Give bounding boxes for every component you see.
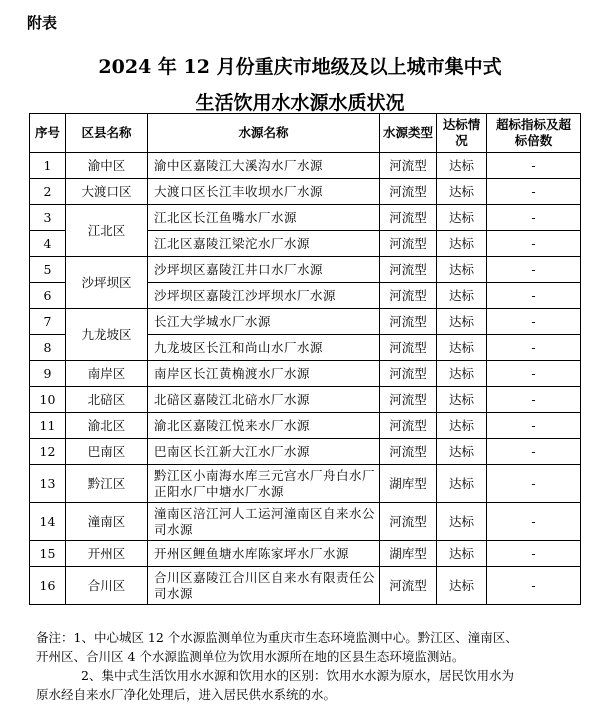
cell-source: 黔江区小南海水库三元宫水厂舟白水厂正阳水厂中塘水厂水源 — [148, 465, 380, 503]
cell-no: 13 — [30, 465, 66, 503]
cell-exceed: - — [487, 503, 581, 541]
table-row — [30, 413, 581, 439]
cell-source: 开州区鲤鱼塘水库陈家坪水厂水源 — [148, 541, 380, 567]
water-quality-table — [29, 113, 581, 605]
cell-district: 渝北区 — [66, 413, 148, 439]
cell-type: 河流型 — [380, 387, 437, 413]
table-row — [30, 179, 581, 205]
table-row — [30, 439, 581, 465]
cell-source: 长江大学城水厂水源 — [148, 309, 380, 335]
cell-exceed: - — [487, 205, 581, 231]
cell-exceed: - — [487, 361, 581, 387]
header-exceed: 超标指标及超标倍数 — [487, 114, 581, 153]
cell-source: 合川区嘉陵江合川区自来水有限责任公司水源 — [148, 567, 380, 605]
cell-source: 北碚区嘉陵江北碚水厂水源 — [148, 387, 380, 413]
cell-type: 河流型 — [380, 309, 437, 335]
cell-district: 黔江区 — [66, 465, 148, 503]
cell-exceed: - — [487, 309, 581, 335]
table-row — [30, 465, 581, 503]
header-source: 水源名称 — [148, 114, 380, 153]
cell-status: 达标 — [437, 541, 487, 567]
table-row — [30, 257, 581, 283]
cell-type: 河流型 — [380, 179, 437, 205]
cell-status: 达标 — [437, 283, 487, 309]
cell-type: 湖库型 — [380, 465, 437, 503]
cell-status: 达标 — [437, 309, 487, 335]
cell-exceed: - — [487, 179, 581, 205]
cell-source: 江北区嘉陵江梁沱水厂水源 — [148, 231, 380, 257]
cell-district: 江北区 — [66, 205, 148, 257]
footnotes — [36, 628, 584, 704]
cell-source: 渝北区嘉陵江悦来水厂水源 — [148, 413, 380, 439]
cell-status: 达标 — [437, 205, 487, 231]
cell-no: 1 — [30, 153, 66, 179]
cell-type: 湖库型 — [380, 541, 437, 567]
cell-type: 河流型 — [380, 503, 437, 541]
appendix-label: 附表 — [27, 14, 58, 32]
cell-district: 合川区 — [66, 567, 148, 605]
cell-district: 南岸区 — [66, 361, 148, 387]
header-type: 水源类型 — [380, 114, 437, 153]
cell-no: 14 — [30, 503, 66, 541]
cell-status: 达标 — [437, 567, 487, 605]
cell-type: 河流型 — [380, 205, 437, 231]
cell-district: 沙坪坝区 — [66, 257, 148, 309]
cell-exceed: - — [487, 439, 581, 465]
cell-exceed: - — [487, 465, 581, 503]
cell-status: 达标 — [437, 439, 487, 465]
header-district: 区县名称 — [66, 114, 148, 153]
cell-exceed: - — [487, 335, 581, 361]
header-no: 序号 — [30, 114, 66, 153]
cell-no: 7 — [30, 309, 66, 335]
cell-type: 河流型 — [380, 413, 437, 439]
cell-exceed: - — [487, 153, 581, 179]
page-title-line2: 生活饮用水水源水质状况 — [195, 92, 405, 114]
cell-status: 达标 — [437, 179, 487, 205]
cell-type: 河流型 — [380, 567, 437, 605]
cell-source: 大渡口区长江丰收坝水厂水源 — [148, 179, 380, 205]
note-1-line-2: 开州区、合川区 4 个水源监测单位为饮用水源所在地的区县生态环境监测站。 — [36, 649, 465, 664]
cell-source: 沙坪坝区嘉陵江沙坪坝水厂水源 — [148, 283, 380, 309]
table-row — [30, 541, 581, 567]
table-row — [30, 153, 581, 179]
table-row — [30, 387, 581, 413]
cell-exceed: - — [487, 231, 581, 257]
cell-district: 渝中区 — [66, 153, 148, 179]
cell-no: 12 — [30, 439, 66, 465]
note-2-line-1: 2、集中式生活饮用水水源和饮用水的区别：饮用水水源为原水，居民饮用水为 — [81, 668, 514, 683]
cell-exceed: - — [487, 283, 581, 309]
cell-no: 15 — [30, 541, 66, 567]
cell-status: 达标 — [437, 503, 487, 541]
cell-type: 河流型 — [380, 257, 437, 283]
cell-no: 10 — [30, 387, 66, 413]
header-status: 达标情况 — [437, 114, 487, 153]
cell-exceed: - — [487, 541, 581, 567]
cell-source: 九龙坡区长江和尚山水厂水源 — [148, 335, 380, 361]
table-row — [30, 567, 581, 605]
cell-source: 南岸区长江黄桷渡水厂水源 — [148, 361, 380, 387]
table-row — [30, 503, 581, 541]
cell-status: 达标 — [437, 257, 487, 283]
cell-status: 达标 — [437, 153, 487, 179]
cell-source: 渝中区嘉陵江大溪沟水厂水源 — [148, 153, 380, 179]
cell-no: 2 — [30, 179, 66, 205]
cell-status: 达标 — [437, 387, 487, 413]
table-header-row — [30, 114, 581, 153]
table-row — [30, 205, 581, 231]
cell-no: 5 — [30, 257, 66, 283]
cell-source: 潼南区涪江河人工运河潼南区自来水公司水源 — [148, 503, 380, 541]
cell-source: 巴南区长江新大江水厂水源 — [148, 439, 380, 465]
cell-exceed: - — [487, 257, 581, 283]
cell-source: 江北区长江鱼嘴水厂水源 — [148, 205, 380, 231]
cell-status: 达标 — [437, 465, 487, 503]
cell-status: 达标 — [437, 231, 487, 257]
cell-exceed: - — [487, 567, 581, 605]
cell-no: 9 — [30, 361, 66, 387]
cell-district: 北碚区 — [66, 387, 148, 413]
cell-source: 沙坪坝区嘉陵江井口水厂水源 — [148, 257, 380, 283]
cell-type: 河流型 — [380, 153, 437, 179]
cell-no: 16 — [30, 567, 66, 605]
cell-district: 开州区 — [66, 541, 148, 567]
cell-no: 6 — [30, 283, 66, 309]
cell-no: 3 — [30, 205, 66, 231]
cell-exceed: - — [487, 387, 581, 413]
note-2-line-2: 原水经自来水厂净化处理后，进入居民供水系统的水。 — [36, 687, 337, 702]
cell-type: 河流型 — [380, 231, 437, 257]
cell-no: 8 — [30, 335, 66, 361]
table-row — [30, 361, 581, 387]
note-1-line-1: 备注：1、中心城区 12 个水源监测单位为重庆市生态环境监测中心。黔江区、潼南区、 — [36, 630, 518, 645]
cell-district: 潼南区 — [66, 503, 148, 541]
cell-status: 达标 — [437, 361, 487, 387]
cell-no: 4 — [30, 231, 66, 257]
cell-type: 河流型 — [380, 439, 437, 465]
cell-district: 大渡口区 — [66, 179, 148, 205]
cell-no: 11 — [30, 413, 66, 439]
table-row — [30, 309, 581, 335]
cell-type: 河流型 — [380, 335, 437, 361]
cell-exceed: - — [487, 413, 581, 439]
cell-status: 达标 — [437, 413, 487, 439]
cell-type: 河流型 — [380, 283, 437, 309]
cell-status: 达标 — [437, 335, 487, 361]
page-title-line1: 2024 年 12 月份重庆市地级及以上城市集中式 — [98, 56, 502, 78]
cell-district: 巴南区 — [66, 439, 148, 465]
cell-type: 河流型 — [380, 361, 437, 387]
cell-district: 九龙坡区 — [66, 309, 148, 361]
